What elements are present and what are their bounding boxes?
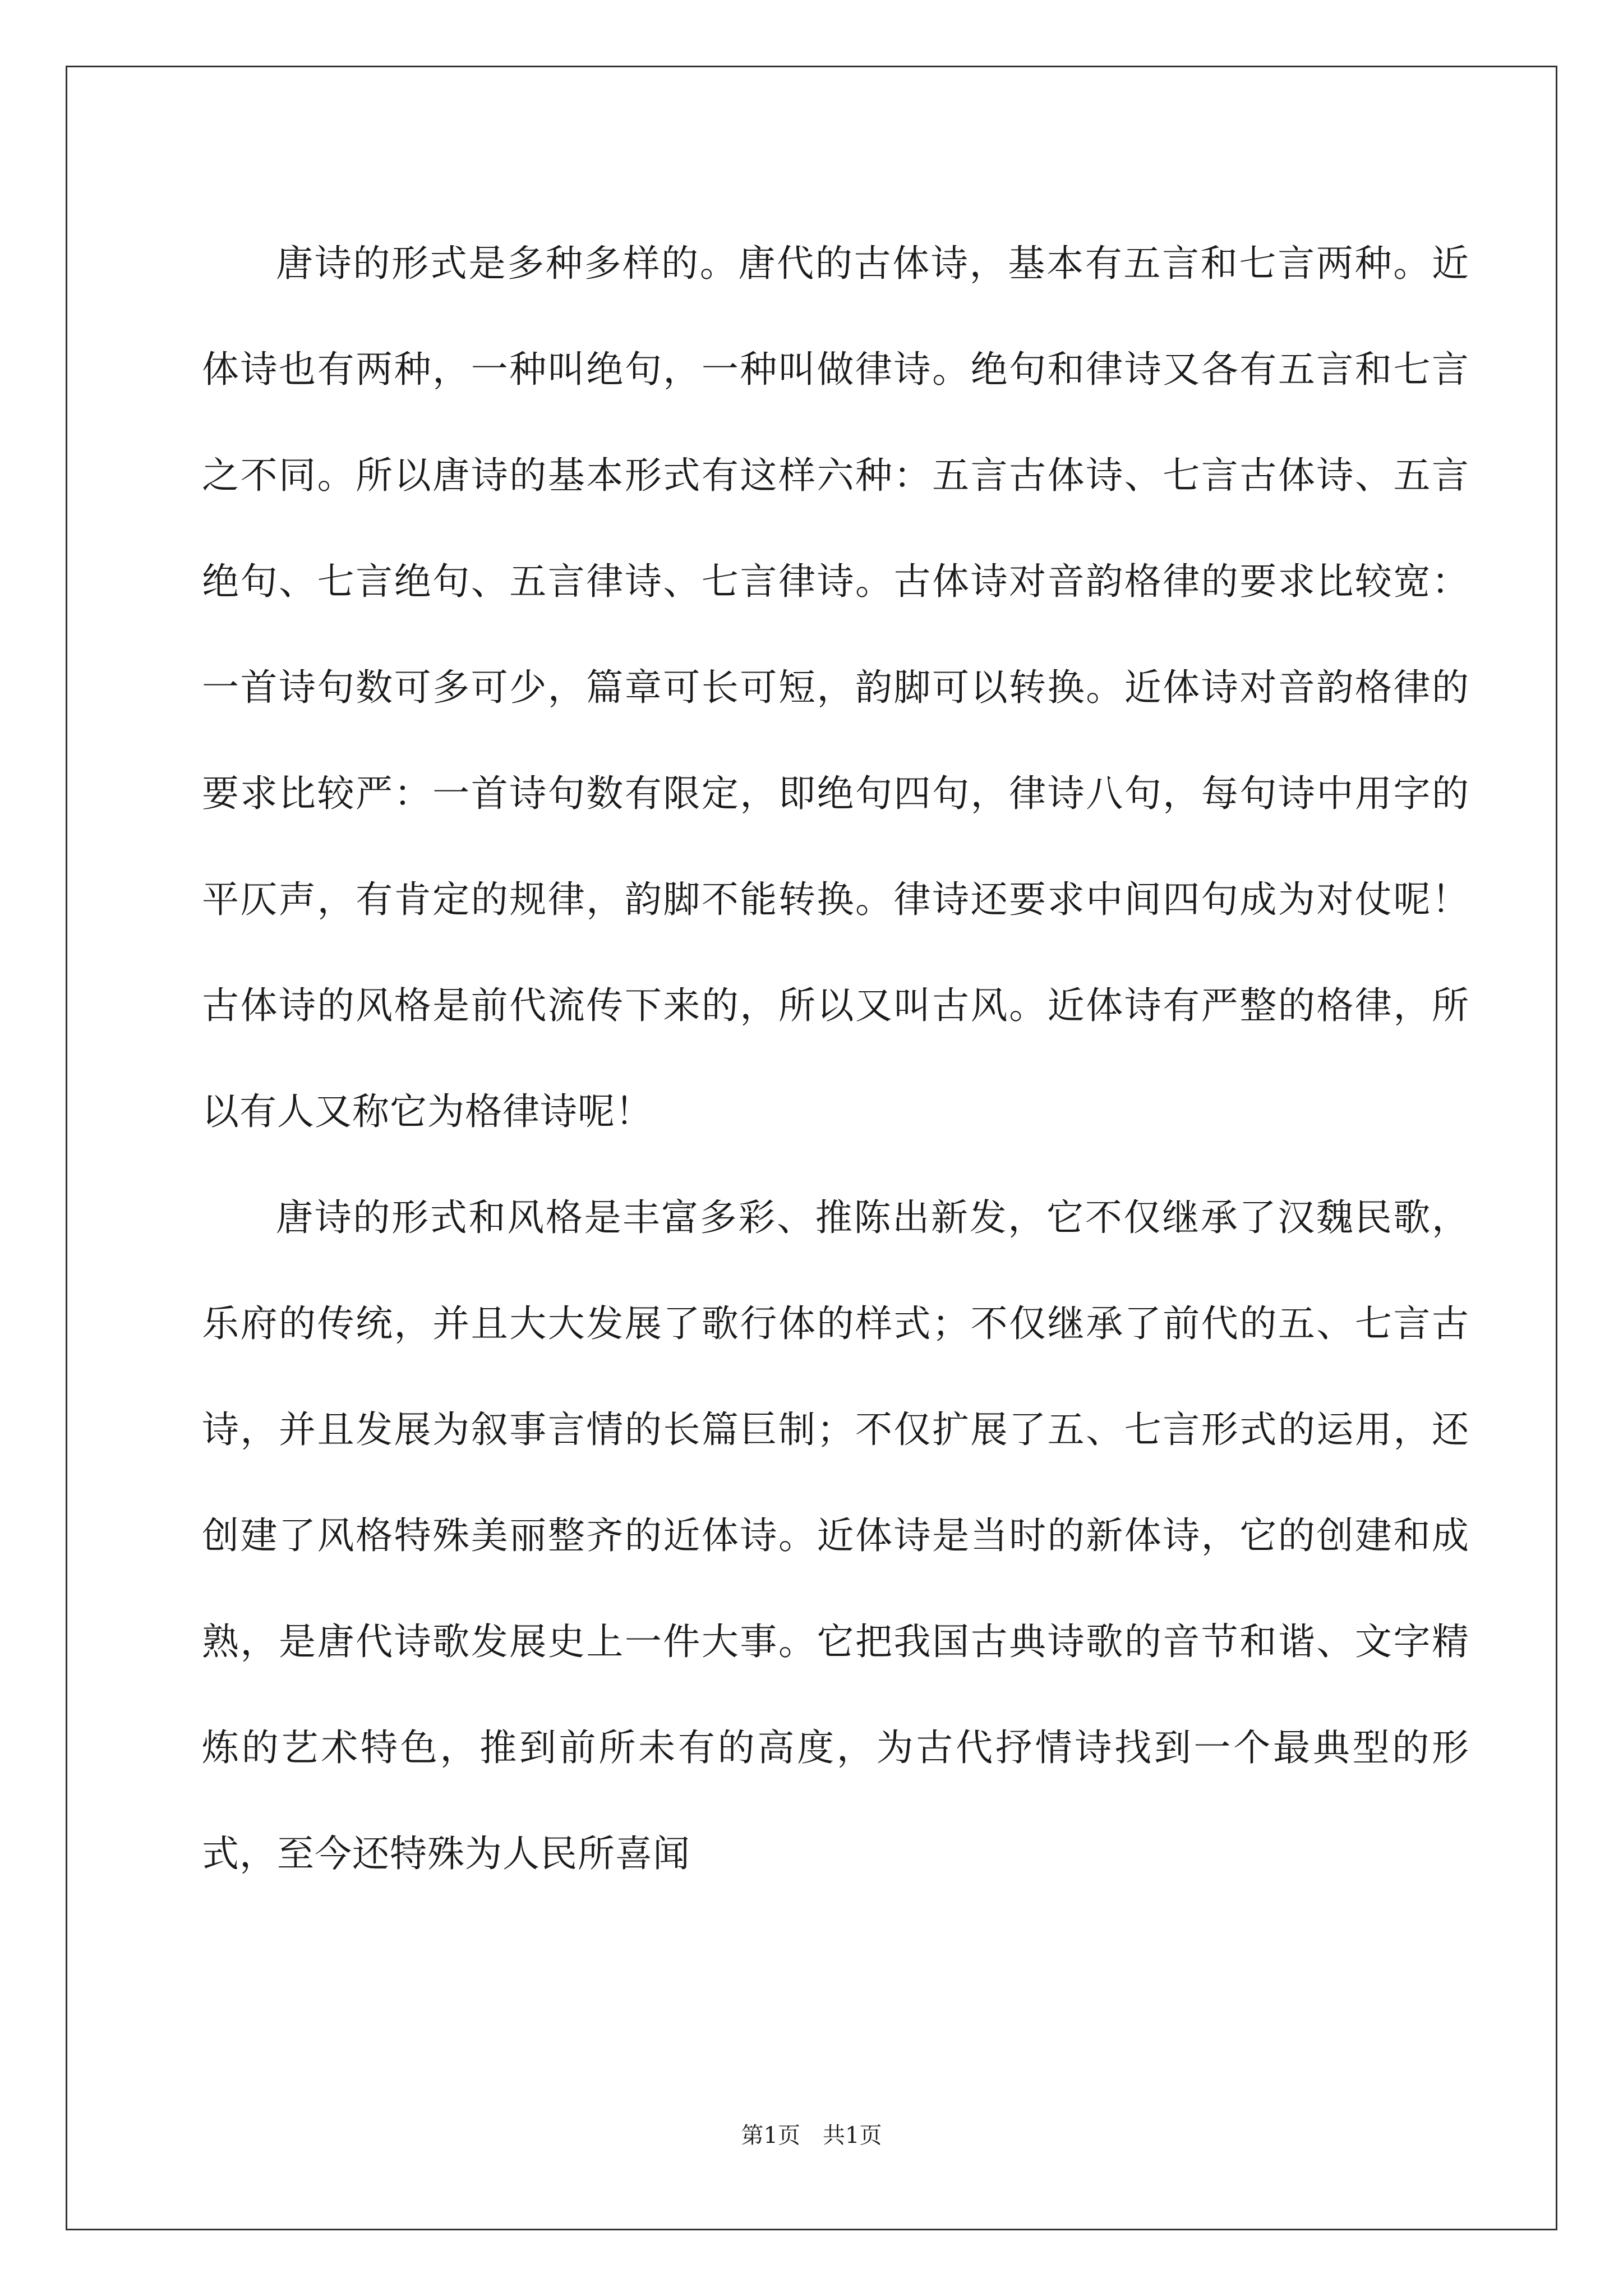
paragraph-1: 唐诗的形式是多种多样的。唐代的古体诗，基本有五言和七言两种。近体诗也有两种，一种叫绝句，一种叫做律诗。绝句和律诗又各有五言和七言之不同。所以唐诗的基本形式有这样六种：五言古体诗、七言古体诗、五言绝句、七言绝句、五言律诗、七言律诗。古体诗对音韵格律的要求比较宽：一首诗句数可多可少，篇章可长可短，韵脚可以转换。近体诗对音韵格律的要求比较严：一首诗句数有限定，即绝句四句，律诗八句，每句诗中用字的平仄声，有肯定的规律，韵脚不能转换。律诗还要求中间四句成为对仗呢！古体诗的风格是前代流传下来的，所以又叫古风。近体诗有严整的格律，所以有人又称它为格律诗呢！	[202, 242, 1469, 1133]
page-number-footer: 第1页 共1页	[741, 2123, 882, 2148]
paragraph-2: 唐诗的形式和风格是丰富多彩、推陈出新发，它不仅继承了汉魏民歌，乐府的传统，并且大大发展了歌行体的样式；不仅继承了前代的五、七言古诗，并且发展为叙事言情的长篇巨制；不仅扩展了五、七言形式的运用，还创建了风格特殊美丽整齐的近体诗。近体诗是当时的新体诗，它的创建和成熟，是唐代诗歌发展史上一件大事。它把我国古典诗歌的音节和谐、文字精炼的艺术特色，推到前所未有的高度，为古代抒情诗找到一个最典型的形式，至今还特殊为人民所喜闻	[202, 1196, 1469, 1875]
document-body	[202, 210, 1469, 1907]
